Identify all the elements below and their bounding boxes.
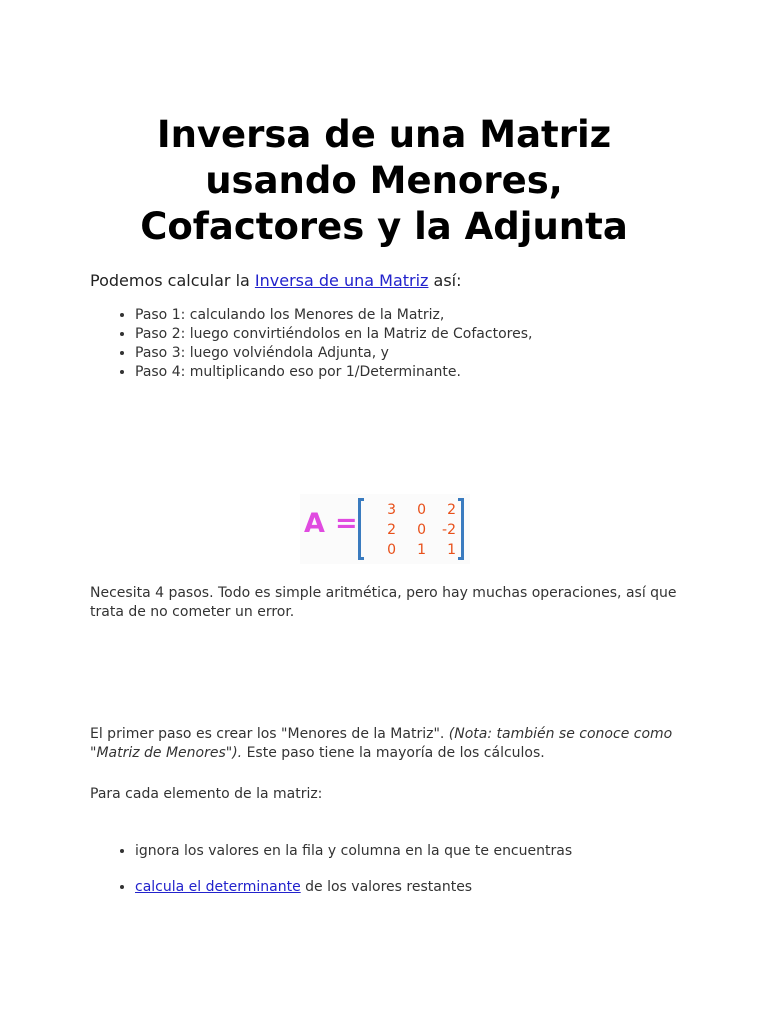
for-each-paragraph: Para cada elemento de la matriz: [90, 786, 323, 802]
steps-list [90, 306, 735, 382]
step-item: • Paso 4: multiplicando eso por 1/Determinante. [135, 363, 735, 382]
matrix-name: A [304, 508, 327, 539]
first-step-note: (Nota: también se conoce como "Matriz de Menores"). [90, 726, 673, 761]
matrix-right-bracket [458, 498, 464, 560]
step-item: • Paso 2: luego convirtiéndolos en la Matriz de Cofactores, [135, 325, 735, 344]
step-item: • Paso 1: calculando los Menores de la Matriz, [135, 306, 735, 325]
instruction-list-2 [90, 878, 735, 897]
step-item: • Paso 3: luego volviéndola Adjunta, y [135, 344, 735, 363]
first-step-text-end: Este paso tiene la mayoría de los cálculos. [242, 745, 545, 761]
matrix-cell: 1 [417, 542, 426, 558]
matrix-cell: 3 [387, 502, 396, 518]
intro-text-end: así: [428, 271, 462, 290]
matrix-grid [368, 498, 456, 560]
intro-paragraph [90, 270, 690, 292]
matrix-cell: 2 [447, 502, 456, 518]
matrix-left-bracket [358, 498, 364, 560]
first-step-text: El primer paso es crear los "Menores de la Matriz". [90, 726, 449, 742]
matrix-cell: 0 [417, 502, 426, 518]
first-step-paragraph [90, 725, 680, 763]
matrix-cell: 1 [447, 542, 456, 558]
matrix-figure [300, 494, 470, 564]
note-paragraph: Necesita 4 pasos. Todo es simple aritmética, pero hay muchas operaciones, así que trata de no cometer un error. [90, 585, 677, 620]
intro-text: Podemos calcular la [90, 271, 255, 290]
matrix-cell: 0 [387, 542, 396, 558]
inverse-matrix-link[interactable]: Inversa de una Matriz [254, 271, 429, 290]
matrix-equals-sign: = [335, 508, 358, 539]
list-item [135, 878, 735, 897]
instruction-list [90, 842, 735, 861]
matrix-cell: -2 [442, 522, 456, 538]
matrix-cell: 2 [387, 522, 396, 538]
determinant-link[interactable]: calcula el determinante [135, 879, 301, 895]
list-item-text: de los valores restantes [300, 879, 473, 895]
list-item: • ignora los valores en la fila y columna en la que te encuentras [135, 842, 735, 861]
page-title: Inversa de una Matriz usando Menores, Cofactores y la Adjunta [140, 113, 628, 248]
matrix-cell: 0 [417, 522, 426, 538]
